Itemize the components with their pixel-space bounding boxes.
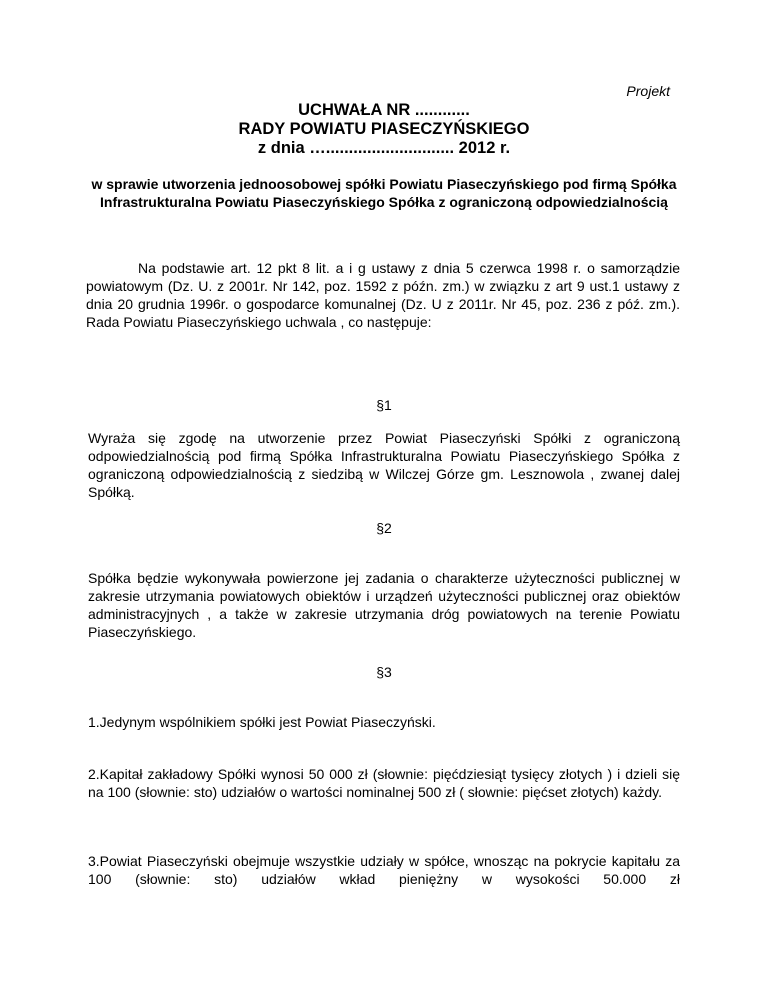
draft-label: Projekt — [626, 83, 670, 99]
resolution-subject: w sprawie utworzenia jednoosobowej spółki Powiatu Piaseczyńskiego pod firmą Spółka Infrastrukturalna Powiatu Piaseczyńskiego Spółka z ograniczoną odpowiedzialnością — [91, 176, 677, 210]
title-line-date: z dnia …............................ 2012 r. — [257, 139, 511, 157]
section-sign-1: §1 — [376, 397, 392, 413]
section-sign-3: §3 — [376, 664, 392, 680]
title-line-number: UCHWAŁA NR ............ — [298, 101, 470, 119]
title-line-council: RADY POWIATU PIASECZYŃSKIEGO — [238, 120, 530, 138]
section-3-point-1: 1.Jedynym wspólnikiem spółki jest Powiat Piaseczyński. — [88, 714, 436, 730]
legal-basis-paragraph: Na podstawie art. 12 pkt 8 lit. a i g ustawy z dnia 5 czerwca 1998 r. o samorządzie powiatowym (Dz. U. z 2001r. Nr 142, poz. 1592 z późn. zm.) w związku z art 9 ust.1 ustawy z dnia 20 grudnia 1996r. o gospodarce komunalnej (Dz. U z 2011r. Nr 45, poz. 236 z póź. zm.). Rada Powiatu Piaseczyńskiego uchwala , co następuje: — [86, 260, 680, 330]
resolution-title — [0, 101, 768, 158]
section-3-point-2: 2.Kapitał zakładowy Spółki wynosi 50 000 zł (słownie: pięćdziesiąt tysięcy złotych ) i dzieli się na 100 (słownie: sto) udziałów o wartości nominalnej 500 zł ( słownie: pięćset złotych) każdy. — [88, 766, 680, 800]
section-sign-2: §2 — [376, 520, 392, 536]
section-2-paragraph: Spółka będzie wykonywała powierzone jej zadania o charakterze użyteczności publicznej w zakresie utrzymania powiatowych obiektów i urządzeń użyteczności publicznej oraz obiektów administracyjnych , a także w zakresie utrzymania dróg powiatowych na terenie Powiatu Piaseczyńskiego. — [88, 570, 680, 640]
section-1-paragraph: Wyraża się zgodę na utworzenie przez Powiat Piaseczyński Spółki z ograniczoną odpowiedzialnością pod firmą Spółka Infrastrukturalna Powiatu Piaseczyńskiego Spółka z ograniczoną odpowiedzialnością z siedzibą w Wilczej Górze gm. Lesznowola , zwanej dalej Spółką. — [88, 430, 680, 500]
section-3-point-3: 3.Powiat Piaseczyński obejmuje wszystkie udziały w spółce, wnosząc na pokrycie kapitału za 100 (słownie: sto) udziałów wkład pieniężny w wysokości 50.000 zł — [88, 853, 680, 887]
